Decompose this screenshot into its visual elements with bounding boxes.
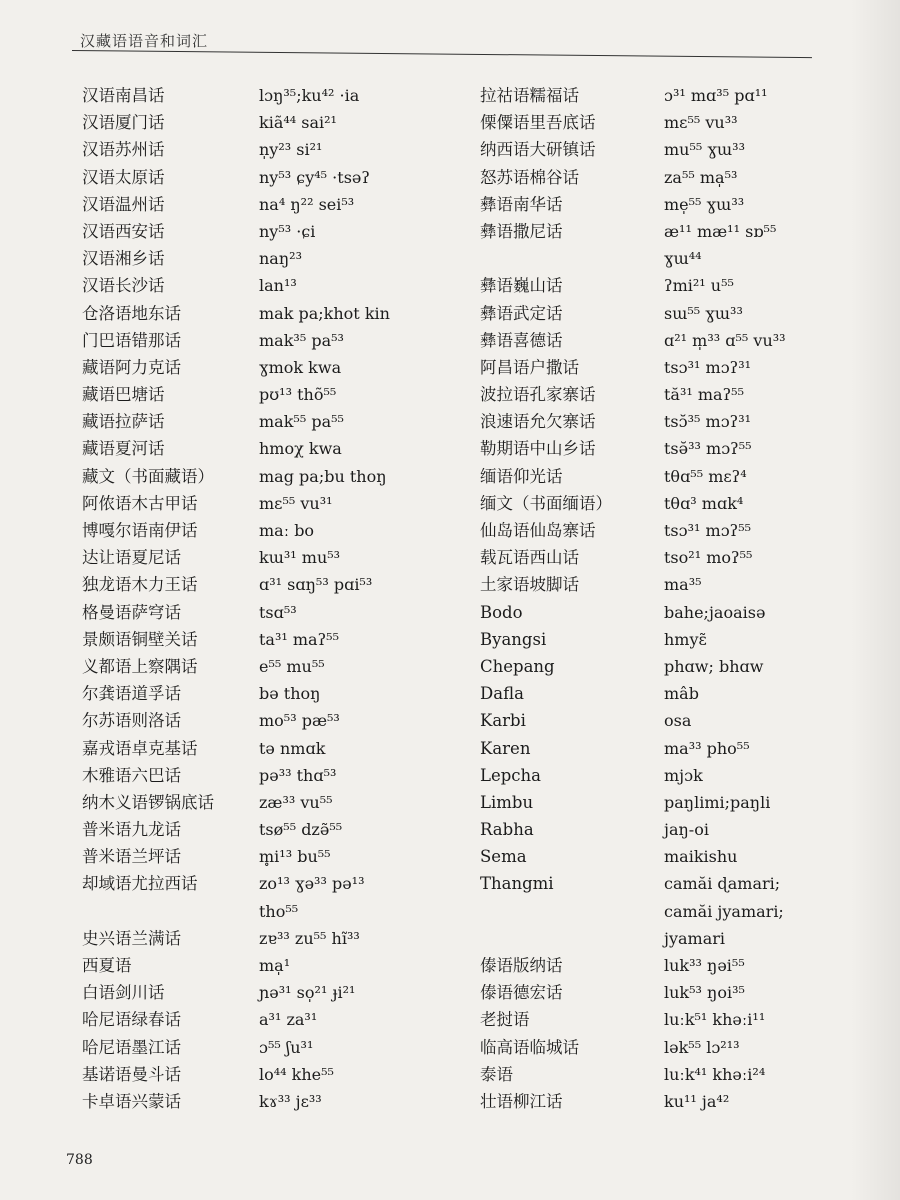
language-name: 傈僳语里吾底话: [480, 113, 596, 133]
language-name: Rabha: [480, 820, 534, 840]
language-name: 义都语上察隅话: [82, 656, 198, 676]
language-name: [82, 898, 214, 925]
word-form: n̩y²³ si²¹: [259, 140, 323, 160]
word-form: zæ³³ vu⁵⁵: [259, 792, 333, 812]
language-name: 却域语尤拉西话: [82, 874, 198, 894]
word-form: camăi jyamari;: [664, 901, 784, 921]
word-form: tsɔ̆³⁵ mɔʔ³¹: [664, 412, 752, 432]
language-name: 白语剑川话: [82, 983, 165, 1003]
language-name: 普米语九龙话: [82, 820, 181, 840]
word-form: ny⁵³ ·ɕi: [259, 221, 316, 241]
word-form: jaŋ-oi: [664, 820, 709, 840]
language-name: 怒苏语棉谷话: [480, 167, 579, 187]
word-form: lo⁴⁴ khe⁵⁵: [259, 1064, 334, 1084]
word-form: ɔ⁵⁵ ʃu³¹: [259, 1037, 314, 1057]
language-name: 波拉语孔家寨话: [480, 385, 596, 405]
word-form: naŋ²³: [259, 249, 302, 269]
word-form: luk⁵³ ŋoi³⁵: [664, 983, 745, 1003]
language-name: 藏语拉萨话: [82, 412, 165, 432]
language-name: [480, 925, 612, 952]
word-form: zɐ³³ zu⁵⁵ hĩ³³: [259, 928, 360, 948]
word-form: luːk⁵¹ khəːi¹¹: [664, 1010, 766, 1030]
word-form: ɑ³¹ sɑŋ⁵³ pɑi⁵³: [259, 575, 373, 595]
word-form: lək⁵⁵ lɔ²¹³: [664, 1037, 740, 1057]
language-name: 基诺语曼斗话: [82, 1064, 181, 1084]
language-name: 格曼语萨穹话: [82, 602, 181, 622]
word-form: ɔ³¹ mɑ³⁵ pɑ¹¹: [664, 86, 768, 105]
word-form: me̩⁵⁵ ɣɯ³³: [664, 194, 745, 214]
word-form: mâb: [664, 684, 699, 704]
word-form: ɣmok kwa: [259, 357, 342, 377]
word-form: tso²¹ moʔ⁵⁵: [664, 548, 753, 568]
word-form: mɛ⁵⁵ vu³³: [664, 113, 738, 133]
language-name: 藏文（书面藏语）: [82, 466, 214, 486]
language-name: 景颇语铜壁关话: [82, 629, 198, 649]
word-form: mo⁵³ pæ⁵³: [259, 711, 340, 731]
word-form: mu⁵⁵ ɣɯ³³: [664, 140, 745, 160]
language-name: 汉语长沙话: [82, 276, 165, 296]
word-form: phɑw; bhɑw: [664, 656, 764, 676]
word-form: kɯ³¹ mu⁵³: [259, 548, 341, 568]
word-form: za⁵⁵ ma̩⁵³: [664, 167, 738, 187]
word-form: tsø⁵⁵ dzə̃⁵⁵: [259, 820, 343, 840]
language-name: 阿昌语户撒话: [480, 357, 579, 377]
language-name: 西夏语: [82, 956, 132, 975]
language-name: 汉语湘乡话: [82, 249, 165, 269]
word-form: luːk⁴¹ khəːi²⁴: [664, 1064, 766, 1084]
running-header: 汉藏语语音和词汇: [80, 32, 209, 50]
word-form: lan¹³: [259, 276, 297, 296]
language-name: 泰语: [480, 1064, 513, 1084]
word-form: zo¹³ ɣə³³ pə¹³: [259, 874, 365, 894]
language-name: Thangmi: [480, 874, 554, 894]
language-name: 嘉戎语卓克基话: [82, 738, 198, 758]
language-name: 彝语南华话: [480, 194, 563, 214]
word-form: a³¹ za³¹: [259, 1010, 318, 1030]
language-name: 藏语巴塘话: [82, 385, 165, 405]
word-form: tsɑ⁵³: [259, 602, 297, 622]
word-form: bə thoŋ: [259, 684, 321, 704]
word-form: tsɔ³¹ mɔʔ⁵⁵: [664, 521, 752, 540]
language-name: Lepcha: [480, 765, 541, 785]
language-name: 汉语厦门话: [82, 113, 165, 133]
word-form: m̥i¹³ bu⁵⁵: [259, 847, 331, 867]
word-form: kɤ³³ jɛ³³: [259, 1091, 322, 1111]
word-form: kiã⁴⁴ sai²¹: [259, 113, 337, 133]
language-name: Byangsi: [480, 629, 547, 649]
word-form: tsɔ³¹ mɔʔ³¹: [664, 357, 752, 377]
language-name: 仙岛语仙岛寨话: [480, 521, 596, 540]
language-name: 汉语温州话: [82, 194, 165, 214]
language-name: 纳木义语锣锅底话: [82, 792, 214, 812]
language-name: Karbi: [480, 711, 526, 731]
language-name: 藏语阿力克话: [82, 357, 181, 377]
word-form: hmyɛ̃: [664, 629, 707, 649]
language-name: 载瓦语西山话: [480, 548, 579, 568]
language-name: 藏语夏河话: [82, 439, 165, 459]
word-form: mak pa;khot kin: [259, 303, 390, 323]
language-name: 拉祜语糯福话: [480, 86, 579, 105]
language-name: 汉语西安话: [82, 221, 165, 241]
word-form: lɔŋ³⁵;ku⁴² ·ia: [259, 86, 360, 105]
language-name: 浪速语允欠寨话: [480, 412, 596, 432]
left-word-forms: [259, 82, 390, 1115]
language-name: Chepang: [480, 656, 555, 676]
word-form: na⁴ ŋ²² sei⁵³: [259, 194, 355, 214]
word-form: camăi ɖamari;: [664, 874, 781, 894]
language-name: 彝语撒尼话: [480, 221, 563, 241]
word-form: e⁵⁵ mu⁵⁵: [259, 656, 325, 676]
word-form: tho⁵⁵: [259, 901, 299, 921]
word-form: ɲə³¹ so̩²¹ ɟi²¹: [259, 983, 356, 1003]
language-name: 缅语仰光话: [480, 466, 563, 486]
language-name: 勒期语中山乡话: [480, 439, 596, 459]
language-name: 缅文（书面缅语）: [480, 493, 612, 513]
word-form: mag pa;bu thoŋ: [259, 466, 387, 486]
word-form: ma³³ pho⁵⁵: [664, 738, 750, 758]
word-form: ma̩¹: [259, 956, 291, 975]
language-name: [480, 245, 612, 272]
language-name: 哈尼语绿春话: [82, 1010, 181, 1030]
left-language-names: [82, 82, 214, 1115]
word-form: ʔmi²¹ u⁵⁵: [664, 276, 734, 296]
page-edge-shadow: [850, 0, 900, 1200]
word-form: tθɑ³ mɑk⁴: [664, 493, 744, 513]
word-form: sɯ⁵⁵ ɣɯ³³: [664, 303, 743, 323]
word-form: bahe;jaoaisə: [664, 602, 766, 622]
language-name: 独龙语木力王话: [82, 575, 198, 595]
word-form: luk³³ ŋəi⁵⁵: [664, 956, 745, 975]
language-name: 达让语夏尼话: [82, 548, 181, 568]
language-name: 仓洛语地东话: [82, 303, 181, 323]
right-language-names: [480, 82, 612, 1115]
language-name: 尔苏语则洛话: [82, 711, 181, 731]
word-form: maː bo: [259, 521, 315, 540]
word-form: ny⁵³ ɕy⁴⁵ ·tsəʔ: [259, 167, 370, 187]
language-name: Dafla: [480, 684, 524, 704]
language-name: 彝语武定话: [480, 303, 563, 323]
word-form: æ¹¹ mæ¹¹ sɒ⁵⁵: [664, 221, 777, 241]
language-name: 博嘎尔语南伊话: [82, 521, 198, 540]
word-form: ɑ²¹ m̩³³ ɑ⁵⁵ vu³³: [664, 330, 786, 350]
word-form: pʊ¹³ thõ⁵⁵: [259, 385, 337, 405]
language-name: Sema: [480, 847, 527, 867]
header-rule: [72, 50, 812, 58]
language-name: 哈尼语墨江话: [82, 1037, 181, 1057]
language-name: Bodo: [480, 602, 523, 622]
language-name: 壮语柳江话: [480, 1091, 563, 1111]
word-form: hmoχ kwa: [259, 439, 342, 459]
language-name: 傣语德宏话: [480, 983, 563, 1003]
word-form: ɣɯ⁴⁴: [664, 249, 702, 269]
word-form: mak⁵⁵ pa⁵⁵: [259, 412, 344, 432]
language-name: 老挝语: [480, 1010, 530, 1030]
language-name: 彝语喜德话: [480, 330, 563, 350]
word-form: jyamari: [664, 928, 726, 948]
word-form: ta³¹ maʔ⁵⁵: [259, 629, 339, 649]
language-name: 尔龚语道孚话: [82, 684, 181, 704]
right-word-forms: [664, 82, 786, 1115]
language-name: 汉语苏州话: [82, 140, 165, 160]
language-name: 普米语兰坪话: [82, 847, 181, 867]
word-form: tsə̆³³ mɔʔ⁵⁵: [664, 439, 752, 459]
page-number: 788: [66, 1152, 93, 1168]
language-name: 门巴语错那话: [82, 330, 181, 350]
language-name: 汉语太原话: [82, 167, 165, 187]
language-name: 临高语临城话: [480, 1037, 579, 1057]
language-name: 阿侬语木古甲话: [82, 493, 198, 513]
language-name: 汉语南昌话: [82, 86, 165, 105]
word-form: tə nmɑk: [259, 738, 326, 758]
language-name: 卡卓语兴蒙话: [82, 1091, 181, 1111]
language-name: 傣语版纳话: [480, 956, 563, 975]
word-form: ku¹¹ ja⁴²: [664, 1091, 730, 1111]
language-name: [480, 898, 612, 925]
word-form: tθɑ⁵⁵ mɛʔ⁴: [664, 466, 747, 486]
word-form: mjɔk: [664, 765, 703, 785]
word-form: paŋlimi;paŋli: [664, 792, 771, 812]
word-form: maikishu: [664, 847, 738, 867]
word-form: pə³³ thɑ⁵³: [259, 765, 337, 785]
language-name: Limbu: [480, 792, 534, 812]
word-form: tă³¹ maʔ⁵⁵: [664, 385, 744, 405]
language-name: 史兴语兰满话: [82, 928, 181, 948]
language-name: 木雅语六巴话: [82, 765, 181, 785]
word-form: mak³⁵ pa⁵³: [259, 330, 344, 350]
language-name: 纳西语大研镇话: [480, 140, 596, 160]
word-form: mɛ⁵⁵ vu³¹: [259, 493, 333, 513]
word-form: osa: [664, 711, 692, 731]
word-form: ma³⁵: [664, 575, 702, 595]
language-name: Karen: [480, 738, 531, 758]
language-name: 彝语巍山话: [480, 276, 563, 296]
language-name: 土家语坡脚话: [480, 575, 579, 595]
